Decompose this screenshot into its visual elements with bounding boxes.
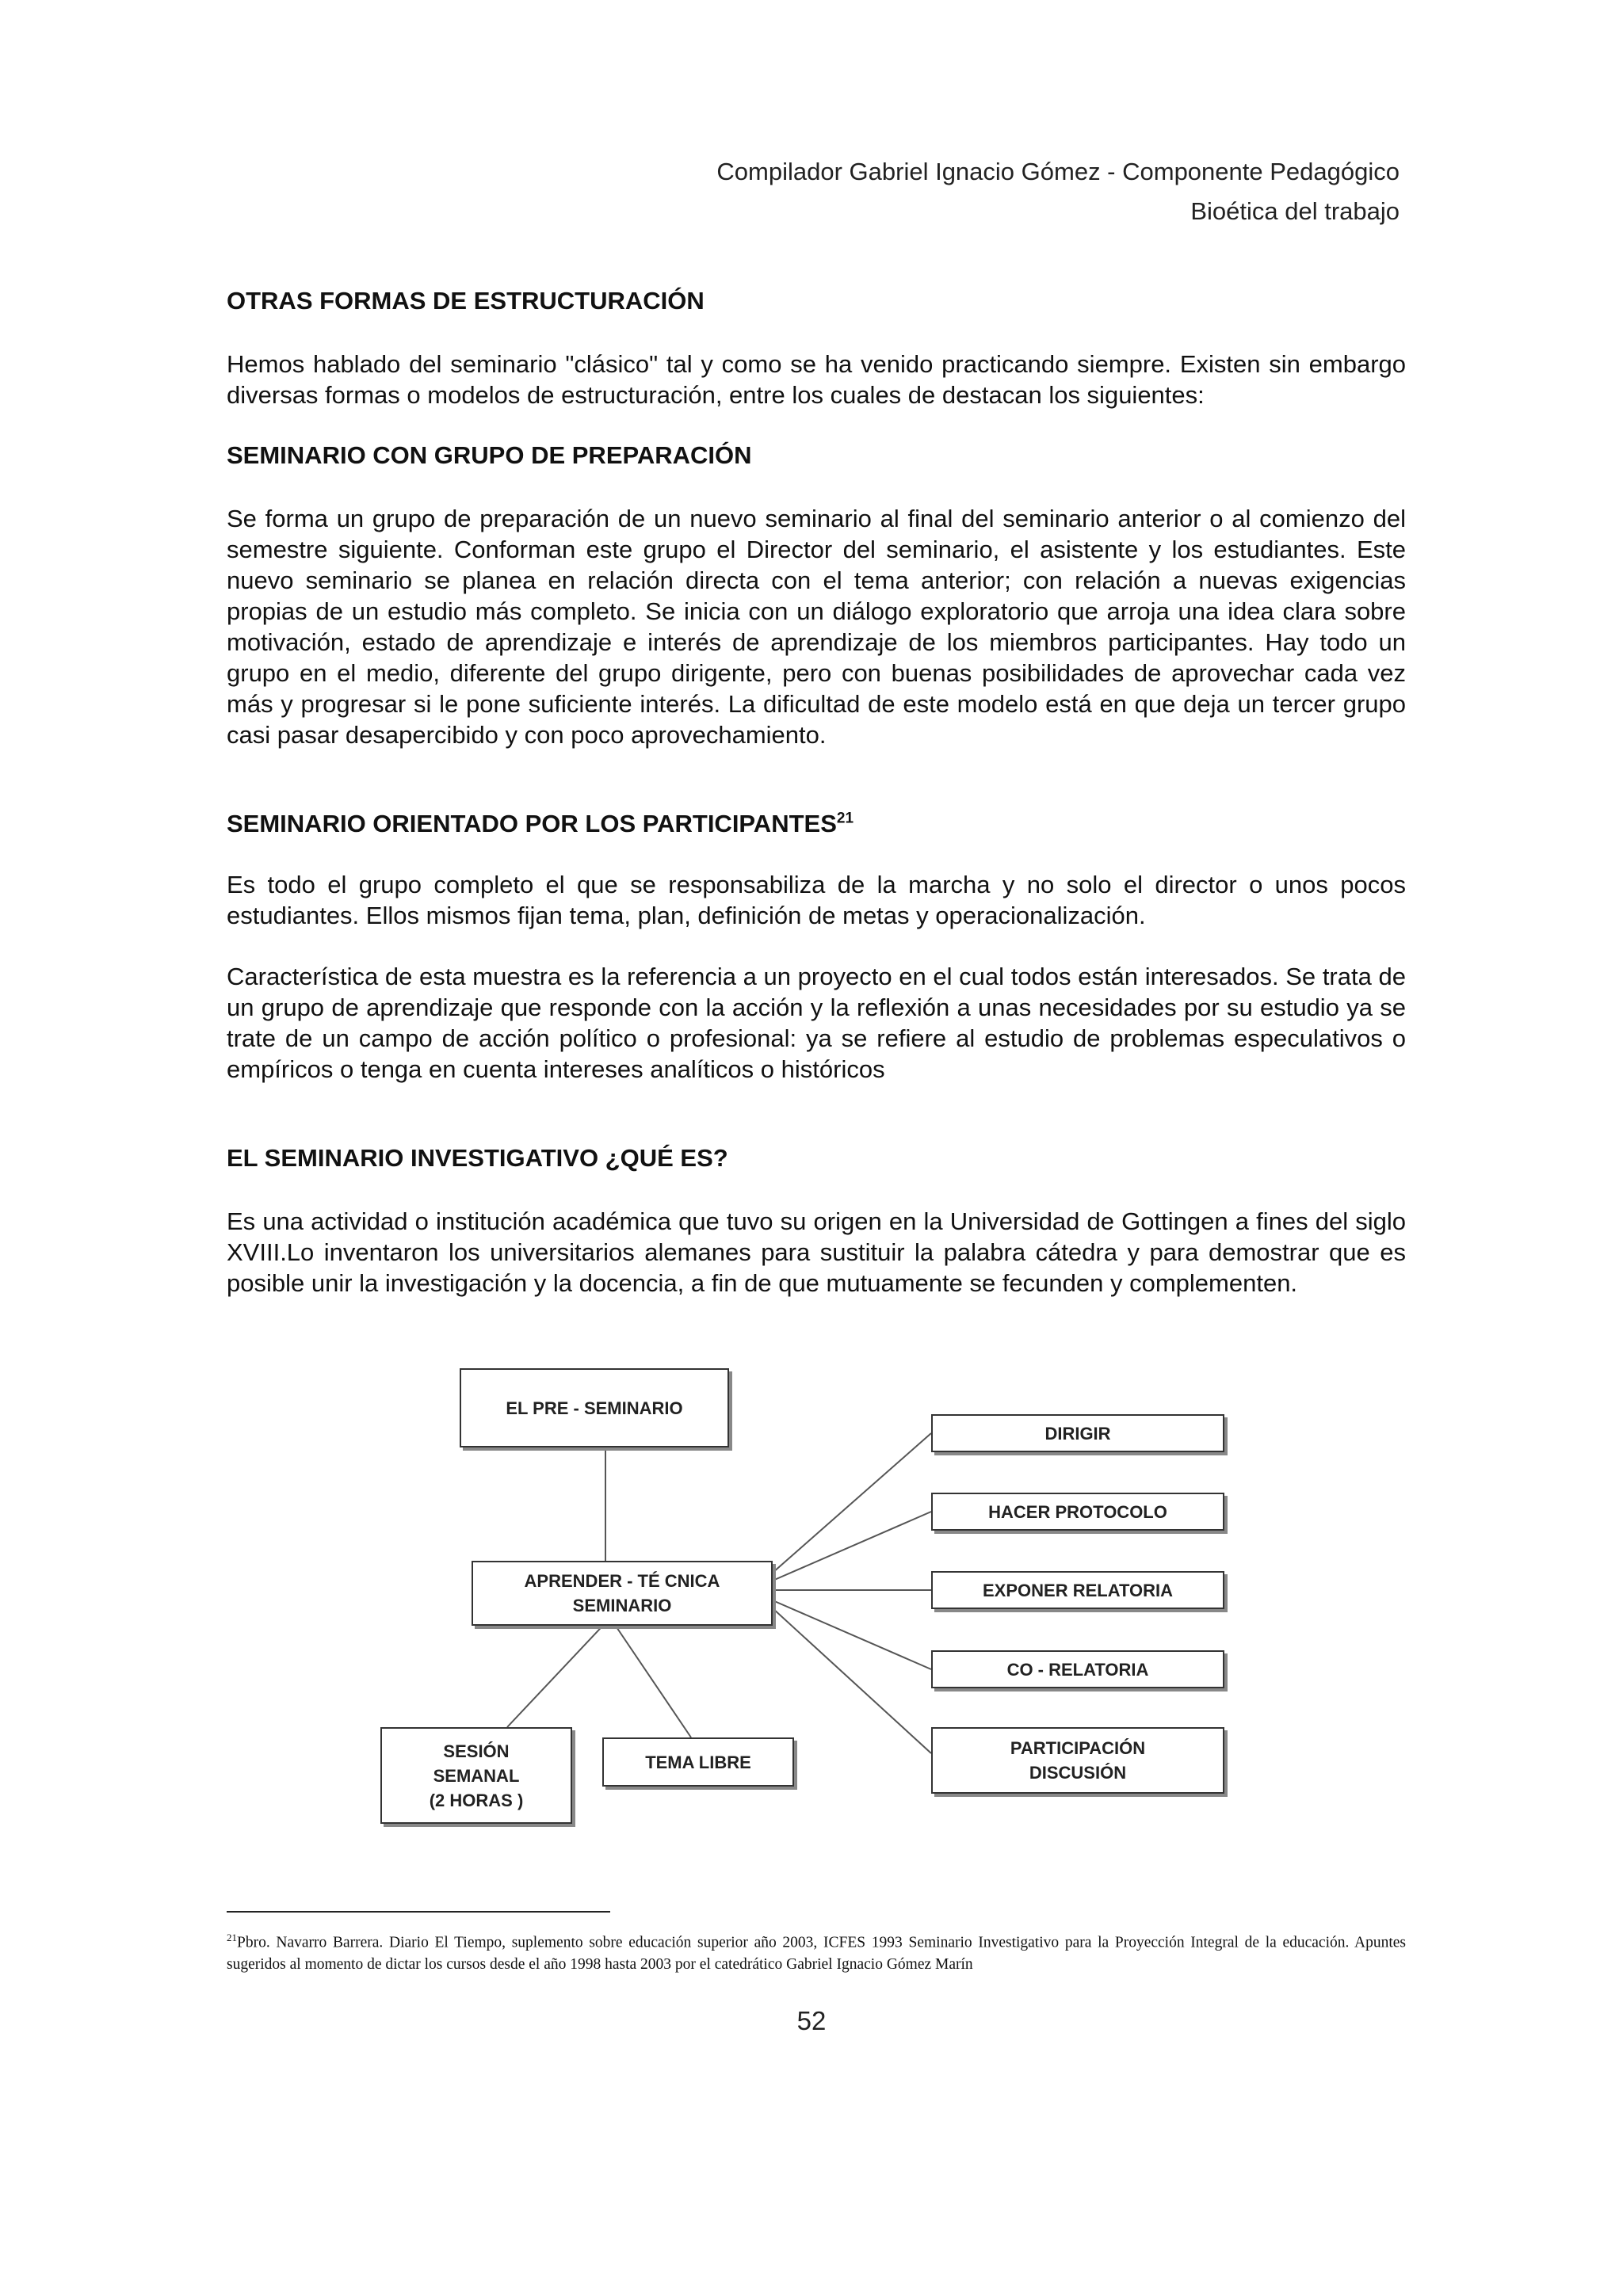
box-aprender-label-line1: APRENDER - TÉ CNICA — [524, 1571, 720, 1591]
box-tema-libre-label: TEMA LIBRE — [645, 1752, 751, 1772]
box-sesion-label-line3: (2 HORAS ) — [429, 1790, 524, 1810]
header-compiler-line: Compilador Gabriel Ignacio Gómez - Componente Pedagógico — [716, 158, 1400, 185]
box-hacer-protocolo — [931, 1493, 1224, 1531]
page-number: 52 — [796, 2006, 827, 2035]
box-dirigir-label: DIRIGIR — [1044, 1423, 1111, 1444]
box-hacer-protocolo-label: HACER PROTOCOLO — [988, 1501, 1167, 1522]
connector-to-sesion-semanal — [507, 1618, 610, 1727]
box-dirigir — [931, 1414, 1224, 1452]
paragraph-participantes-1: Es todo el grupo completo el que se responsabiliza de la marcha y no solo el director o unos pocos estudiantes. Ellos mismos fijan tema, plan, definición de metas y operacionalización. — [227, 871, 1406, 929]
box-sesion-label-line1: SESIÓN — [443, 1741, 510, 1761]
box-exponer-relatoria — [931, 1571, 1224, 1609]
footnote-text: Pbro. Navarro Barrera. Diario El Tiempo, suplemento sobre educación superior año 2003, ICFES 1993 Seminario Investigativo para la Proyección Integral de la educación. Apuntes sugeridos al momento de dictar los cursos desde el año 1998 hasta 2003 por el catedrático Gabriel Ignacio Gómez Marín — [227, 1934, 1406, 1973]
box-exponer-relatoria-label: EXPONER RELATORIA — [983, 1580, 1173, 1600]
page-header — [716, 152, 1400, 231]
box-co-relatoria — [931, 1650, 1224, 1688]
heading-otras-formas: OTRAS FORMAS DE ESTRUCTURACIÓN — [227, 287, 705, 315]
footnote — [227, 1927, 1406, 1975]
box-participacion-label-line1: PARTICIPACIÓN — [1010, 1738, 1146, 1758]
footnote-separator — [227, 1911, 610, 1913]
box-tema-libre — [602, 1737, 794, 1787]
box-sesion-semanal — [380, 1727, 572, 1824]
heading-seminario-investigativo: EL SEMINARIO INVESTIGATIVO ¿QUÉ ES? — [227, 1144, 728, 1172]
box-co-relatoria-label: CO - RELATORIA — [1006, 1659, 1149, 1680]
box-pre-seminario — [460, 1368, 729, 1447]
box-sesion-label-line2: SEMANAL — [433, 1765, 520, 1786]
connector-to-hacer-protocolo — [773, 1512, 931, 1581]
paragraph-seminario-investigativo: Es una actividad o institución académica que tuvo su origen en la Universidad de Gottingen a fines del siglo XVIII.Lo inventaron los universitarios alemanes para sustituir la palabra cátedra y para demostrar que es posible unir la investigación y la docencia, a fin de que mutuamente se fecunden y complementen. — [227, 1207, 1406, 1297]
connector-to-tema-libre — [610, 1618, 691, 1737]
box-aprender-label-line2: SEMINARIO — [572, 1596, 672, 1615]
header-subject-line: Bioética del trabajo — [1190, 197, 1400, 225]
heading-orientado-participantes — [227, 808, 854, 839]
heading-orientado-participantes-text: SEMINARIO ORIENTADO POR LOS PARTICIPANTES — [227, 810, 837, 837]
footnote-reference[interactable]: 21 — [836, 810, 854, 827]
box-aprender-tecnica — [472, 1561, 773, 1626]
paragraph-participantes-2: Característica de esta muestra es la referencia a un proyecto en el cual todos están interesados. Se trata de un grupo de aprendizaje que responde con la acción y la reflexión a unas necesidades por su estudio ya se trate de un campo de acción político o profesional: ya se refiere al estudio de problemas especulativos o empíricos o tenga en cuenta intereses analíticos o históricos — [227, 963, 1406, 1083]
box-participacion-discusion — [931, 1727, 1224, 1794]
footnote-number: 21 — [227, 1932, 237, 1943]
heading-grupo-preparacion: SEMINARIO CON GRUPO DE PREPARACIÓN — [227, 441, 752, 469]
box-pre-seminario-label: EL PRE - SEMINARIO — [506, 1398, 683, 1418]
connector-to-dirigir — [773, 1433, 931, 1573]
seminar-structure-diagram — [380, 1359, 1252, 1850]
paragraph-grupo-preparacion: Se forma un grupo de preparación de un nuevo seminario al final del seminario anterior o al comienzo del semestre siguiente. Conforman este grupo el Director del seminario, el asistente y los estudiantes. Este nuevo seminario se planea en relación directa con el tema anterior; con relación a nuevas exigencias propias de un estudio más completo. Se inicia con un diálogo exploratorio que arroja una idea clara sobre motivación, estado de aprendizaje e interés de aprendizaje de los miembros participantes. Hay todo un grupo en el medio, diferente del grupo dirigente, pero con buenas posibilidades de aprovechar cada vez más y progresar si le pone suficiente interés. La dificultad de este modelo está en que deja un tercer grupo casi pasar desapercibido y con poco aprovechamiento. — [227, 505, 1406, 749]
connector-to-participacion — [773, 1608, 931, 1753]
box-participacion-label-line2: DISCUSIÓN — [1029, 1763, 1127, 1783]
paragraph-otras-formas: Hemos hablado del seminario "clásico" tal y como se ha venido practicando siempre. Existen sin embargo diversas formas o modelos de estructuración, entre los cuales de destacan los siguientes: — [227, 350, 1406, 409]
connector-to-co-relatoria — [773, 1600, 931, 1669]
